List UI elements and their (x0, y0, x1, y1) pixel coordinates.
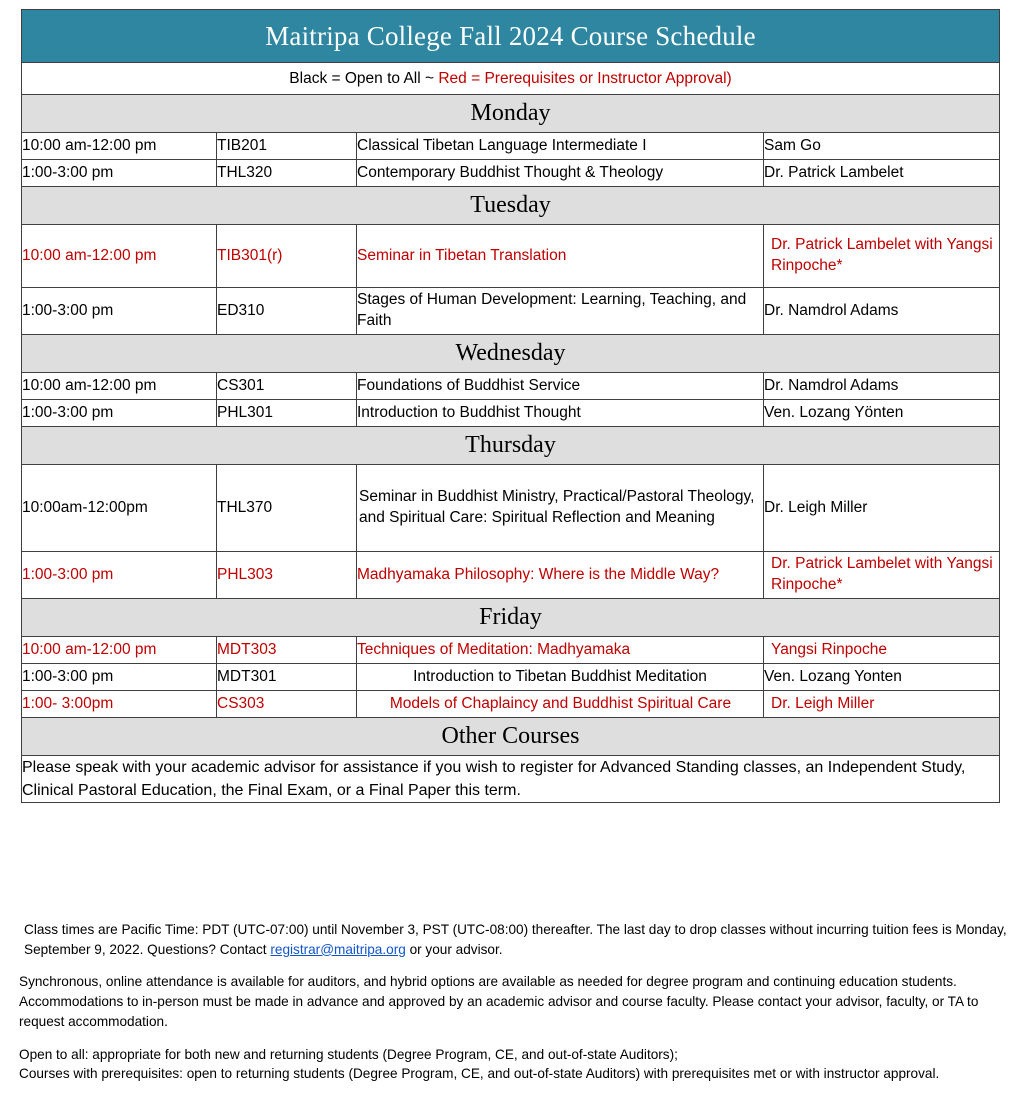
course-code: THL320 (217, 160, 357, 187)
course-time: 1:00-3:00 pm (22, 664, 217, 691)
course-time: 1:00- 3:00pm (22, 691, 217, 718)
day-header-monday (22, 95, 1000, 133)
course-code: ED310 (217, 288, 357, 335)
day-label: Thursday (22, 427, 1000, 465)
table-row (22, 225, 1000, 288)
course-schedule-table (21, 9, 1000, 803)
course-instructor: Ven. Lozang Yonten (764, 664, 1000, 691)
day-header-tuesday (22, 187, 1000, 225)
note-eligibility (19, 1045, 1007, 1084)
day-label: Monday (22, 95, 1000, 133)
course-time: 10:00 am-12:00 pm (22, 133, 217, 160)
table-row (22, 373, 1000, 400)
table-row (22, 664, 1000, 691)
course-title: Seminar in Buddhist Ministry, Practical/Pastoral Theology, and Spiritual Care: Spiritual Reflection and Meaning (357, 465, 764, 552)
course-title: Techniques of Meditation: Madhyamaka (357, 637, 764, 664)
table-row (22, 400, 1000, 427)
course-instructor: Dr. Namdrol Adams (764, 373, 1000, 400)
page-title: Maitripa College Fall 2024 Course Schedule (22, 10, 1000, 63)
course-instructor: Dr. Leigh Miller (764, 465, 1000, 552)
table-row (22, 133, 1000, 160)
day-header-wednesday (22, 335, 1000, 373)
note-attendance: Synchronous, online attendance is available for auditors, and hybrid options are available as needed for degree program and continuing education students. Accommodations to in-person must be made in advance and approved by an academic advisor and course faculty. Please contact your advisor, faculty, or TA to request accommodation. (19, 974, 979, 1029)
course-title: Contemporary Buddhist Thought & Theology (357, 160, 764, 187)
course-instructor: Yangsi Rinpoche (764, 637, 1000, 664)
other-courses-body: Please speak with your academic advisor for assistance if you wish to register for Advanced Standing classes, an Independent Study, Clinical Pastoral Education, the Final Exam, or a Final Paper this term. (22, 756, 1000, 803)
course-code: TIB301(r) (217, 225, 357, 288)
course-instructor: Dr. Patrick Lambelet with Yangsi Rinpoche* (764, 552, 1000, 599)
course-code: MDT303 (217, 637, 357, 664)
title-row (22, 10, 1000, 63)
day-label: Friday (22, 599, 1000, 637)
course-time: 1:00-3:00 pm (22, 288, 217, 335)
table-row (22, 552, 1000, 599)
course-title: Classical Tibetan Language Intermediate I (357, 133, 764, 160)
table-row (22, 465, 1000, 552)
other-courses-header (22, 718, 1000, 756)
course-instructor: Dr. Patrick Lambelet (764, 160, 1000, 187)
course-code: CS303 (217, 691, 357, 718)
course-code: PHL301 (217, 400, 357, 427)
table-row (22, 691, 1000, 718)
course-code: TIB201 (217, 133, 357, 160)
course-instructor: Ven. Lozang Yönten (764, 400, 1000, 427)
course-time: 1:00-3:00 pm (22, 400, 217, 427)
course-code: THL370 (217, 465, 357, 552)
course-instructor: Sam Go (764, 133, 1000, 160)
course-title: Madhyamaka Philosophy: Where is the Middle Way? (357, 552, 764, 599)
course-time: 1:00-3:00 pm (22, 552, 217, 599)
course-title: Models of Chaplaincy and Buddhist Spiritual Care (357, 691, 764, 718)
note-prerequisites: Courses with prerequisites: open to returning students (Degree Program, CE, and out-of-state Auditors) with prerequisites met or with instructor approval. (19, 1066, 940, 1082)
table-row (22, 160, 1000, 187)
course-title: Introduction to Buddhist Thought (357, 400, 764, 427)
day-header-thursday (22, 427, 1000, 465)
course-code: CS301 (217, 373, 357, 400)
course-title: Introduction to Tibetan Buddhist Meditation (357, 664, 764, 691)
course-time: 10:00am-12:00pm (22, 465, 217, 552)
legend-red-text: Red = Prerequisites or Instructor Approval) (438, 69, 732, 87)
course-instructor: Dr. Namdrol Adams (764, 288, 1000, 335)
table-row (22, 288, 1000, 335)
legend (22, 63, 1000, 95)
course-title: Seminar in Tibetan Translation (357, 225, 764, 288)
note-text-after-link: or your advisor. (405, 941, 503, 957)
course-title: Foundations of Buddhist Service (357, 373, 764, 400)
legend-black-text: Black = Open to All ~ (289, 69, 439, 87)
course-time: 10:00 am-12:00 pm (22, 225, 217, 288)
other-courses-row (22, 756, 1000, 803)
course-time: 10:00 am-12:00 pm (22, 637, 217, 664)
note-text-before-link: Class times are Pacific Time: PDT (UTC-07:00) until November 3, PST (UTC-08:00) thereafter. The last day to drop classes without incurring tuition fees is Monday, September 9, 2022. Questions? Contact (24, 922, 1007, 957)
course-time: 1:00-3:00 pm (22, 160, 217, 187)
table-row (22, 637, 1000, 664)
course-code: MDT301 (217, 664, 357, 691)
registrar-email-link[interactable]: registrar@maitripa.org (270, 941, 406, 957)
course-time: 10:00 am-12:00 pm (22, 373, 217, 400)
course-title: Stages of Human Development: Learning, Teaching, and Faith (357, 288, 764, 335)
legend-row (22, 63, 1000, 95)
course-code: PHL303 (217, 552, 357, 599)
note-open-to-all: Open to all: appropriate for both new and returning students (Degree Program, CE, and out-of-state Auditors); (19, 1046, 678, 1062)
day-label: Wednesday (22, 335, 1000, 373)
course-instructor: Dr. Patrick Lambelet with Yangsi Rinpoche* (764, 225, 1000, 288)
note-class-times (19, 920, 1007, 959)
footnotes (19, 920, 1007, 1084)
day-header-friday (22, 599, 1000, 637)
course-instructor: Dr. Leigh Miller (764, 691, 1000, 718)
day-label: Tuesday (22, 187, 1000, 225)
other-courses-label: Other Courses (22, 718, 1000, 756)
